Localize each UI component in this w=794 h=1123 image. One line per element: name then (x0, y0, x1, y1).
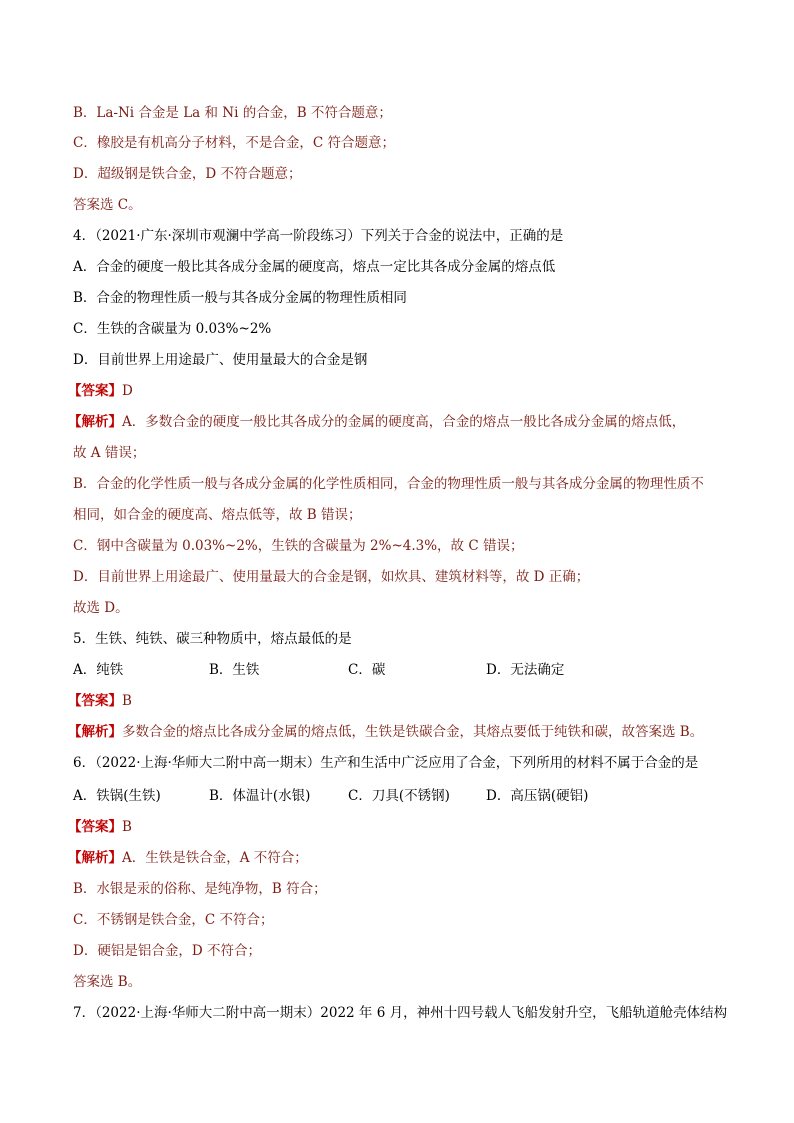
q6-answer-label: 【答案】 (68, 819, 122, 835)
prev-expl-d: D．超级钢是铁合金，D 不符合题意； (73, 166, 302, 182)
q6-option-b: B．体温计(水银) (209, 788, 311, 804)
q5-answer-value: B (122, 693, 132, 709)
q4-analysis-line-2: 故 A 错误； (73, 445, 146, 461)
q4-answer-value: D (122, 383, 133, 399)
q4-analysis-line-5: C．钢中含碳量为 0.03%~2%，生铁的含碳量为 2%~4.3%，故 C 错误； (73, 538, 524, 554)
q4-analysis-line-1 (68, 412, 685, 432)
q4-option-d: D．目前世界上用途最广、使用量最大的合金是钢 (73, 352, 368, 368)
prev-conclusion: 答案选 C。 (73, 197, 142, 213)
q5-analysis-text: 多数合金的熔点比各成分金属的熔点低，生铁是铁碳合金，其熔点要低于纯铁和碳，故答案选 B。 (122, 724, 704, 740)
q7-stem: 7．（2022·上海·华师大二附中高一期末）2022 年 6 月，神州十四号载人飞船发射升空，飞船轨道舱壳体结构 (73, 1005, 728, 1021)
q5-option-c: C．碳 (348, 662, 386, 678)
q6-stem: 6．（2022·上海·华师大二附中高一期末）生产和生活中广泛应用了合金，下列所用的材料不属于合金的是 (73, 755, 699, 771)
q6-analysis-line-2: B．水银是汞的俗称、是纯净物，B 符合； (73, 881, 327, 897)
q5-option-b: B．生铁 (209, 662, 260, 678)
q6-option-a: A．铁锅(生铁) (73, 788, 161, 804)
q5-answer-label: 【答案】 (68, 693, 122, 709)
q5-analysis-label: 【解析】 (68, 724, 122, 740)
q6-analysis-line-1 (68, 848, 308, 868)
q4-answer-label: 【答案】 (68, 383, 122, 399)
prev-expl-b: B．La-Ni 合金是 La 和 Ni 的合金，B 不符合题意； (73, 105, 392, 121)
q6-analysis-label: 【解析】 (68, 850, 122, 866)
q4-analysis-line-7: 故选 D。 (73, 600, 129, 616)
q5-answer (68, 691, 132, 711)
q4-analysis-line-6: D．目前世界上用途最广、使用量最大的合金是钢，如炊具、建筑材料等，故 D 正确； (73, 569, 590, 585)
q4-option-c: C．生铁的含碳量为 0.03%~2% (73, 321, 272, 337)
q6-analysis-text-1: A．生铁是铁合金，A 不符合； (122, 850, 308, 866)
q6-answer-value: B (122, 819, 132, 835)
q4-answer (68, 381, 133, 401)
q6-option-d: D．高压锅(硬铝) (486, 788, 589, 804)
q5-analysis (68, 722, 703, 742)
prev-expl-c: C．橡胶是有机高分子材料，不是合金，C 符合题意； (73, 135, 395, 151)
q6-option-c: C．刀具(不锈钢) (348, 788, 450, 804)
q4-option-b: B．合金的物理性质一般与其各成分金属的物理性质相同 (73, 290, 407, 306)
q4-analysis-label: 【解析】 (68, 414, 122, 430)
q5-option-a: A．纯铁 (73, 662, 124, 678)
q6-answer (68, 817, 132, 837)
q4-option-a: A．合金的硬度一般比其各成分金属的硬度高，熔点一定比其各成分金属的熔点低 (73, 259, 556, 275)
q4-analysis-line-4: 相同，如合金的硬度高、熔点低等，故 B 错误； (73, 507, 362, 523)
q6-analysis-line-4: D．硬铝是铝合金，D 不符合； (73, 943, 261, 959)
q5-option-d: D．无法确定 (486, 662, 565, 678)
q4-analysis-line-3: B．合金的化学性质一般与各成分金属的化学性质相同，合金的物理性质一般与其各成分金属的物理性质不 (73, 476, 704, 492)
q6-analysis-line-5: 答案选 B。 (73, 974, 142, 990)
q5-stem: 5．生铁、纯铁、碳三种物质中，熔点最低的是 (73, 631, 352, 647)
q4-stem: 4．（2021·广东·深圳市观澜中学高一阶段练习）下列关于合金的说法中，正确的是 (73, 228, 564, 244)
q6-analysis-line-3: C．不锈钢是铁合金，C 不符合； (73, 912, 274, 928)
q4-analysis-text-1: A．多数合金的硬度一般比其各成分的金属的硬度高，合金的熔点一般比各成分金属的熔点低， (122, 414, 686, 430)
